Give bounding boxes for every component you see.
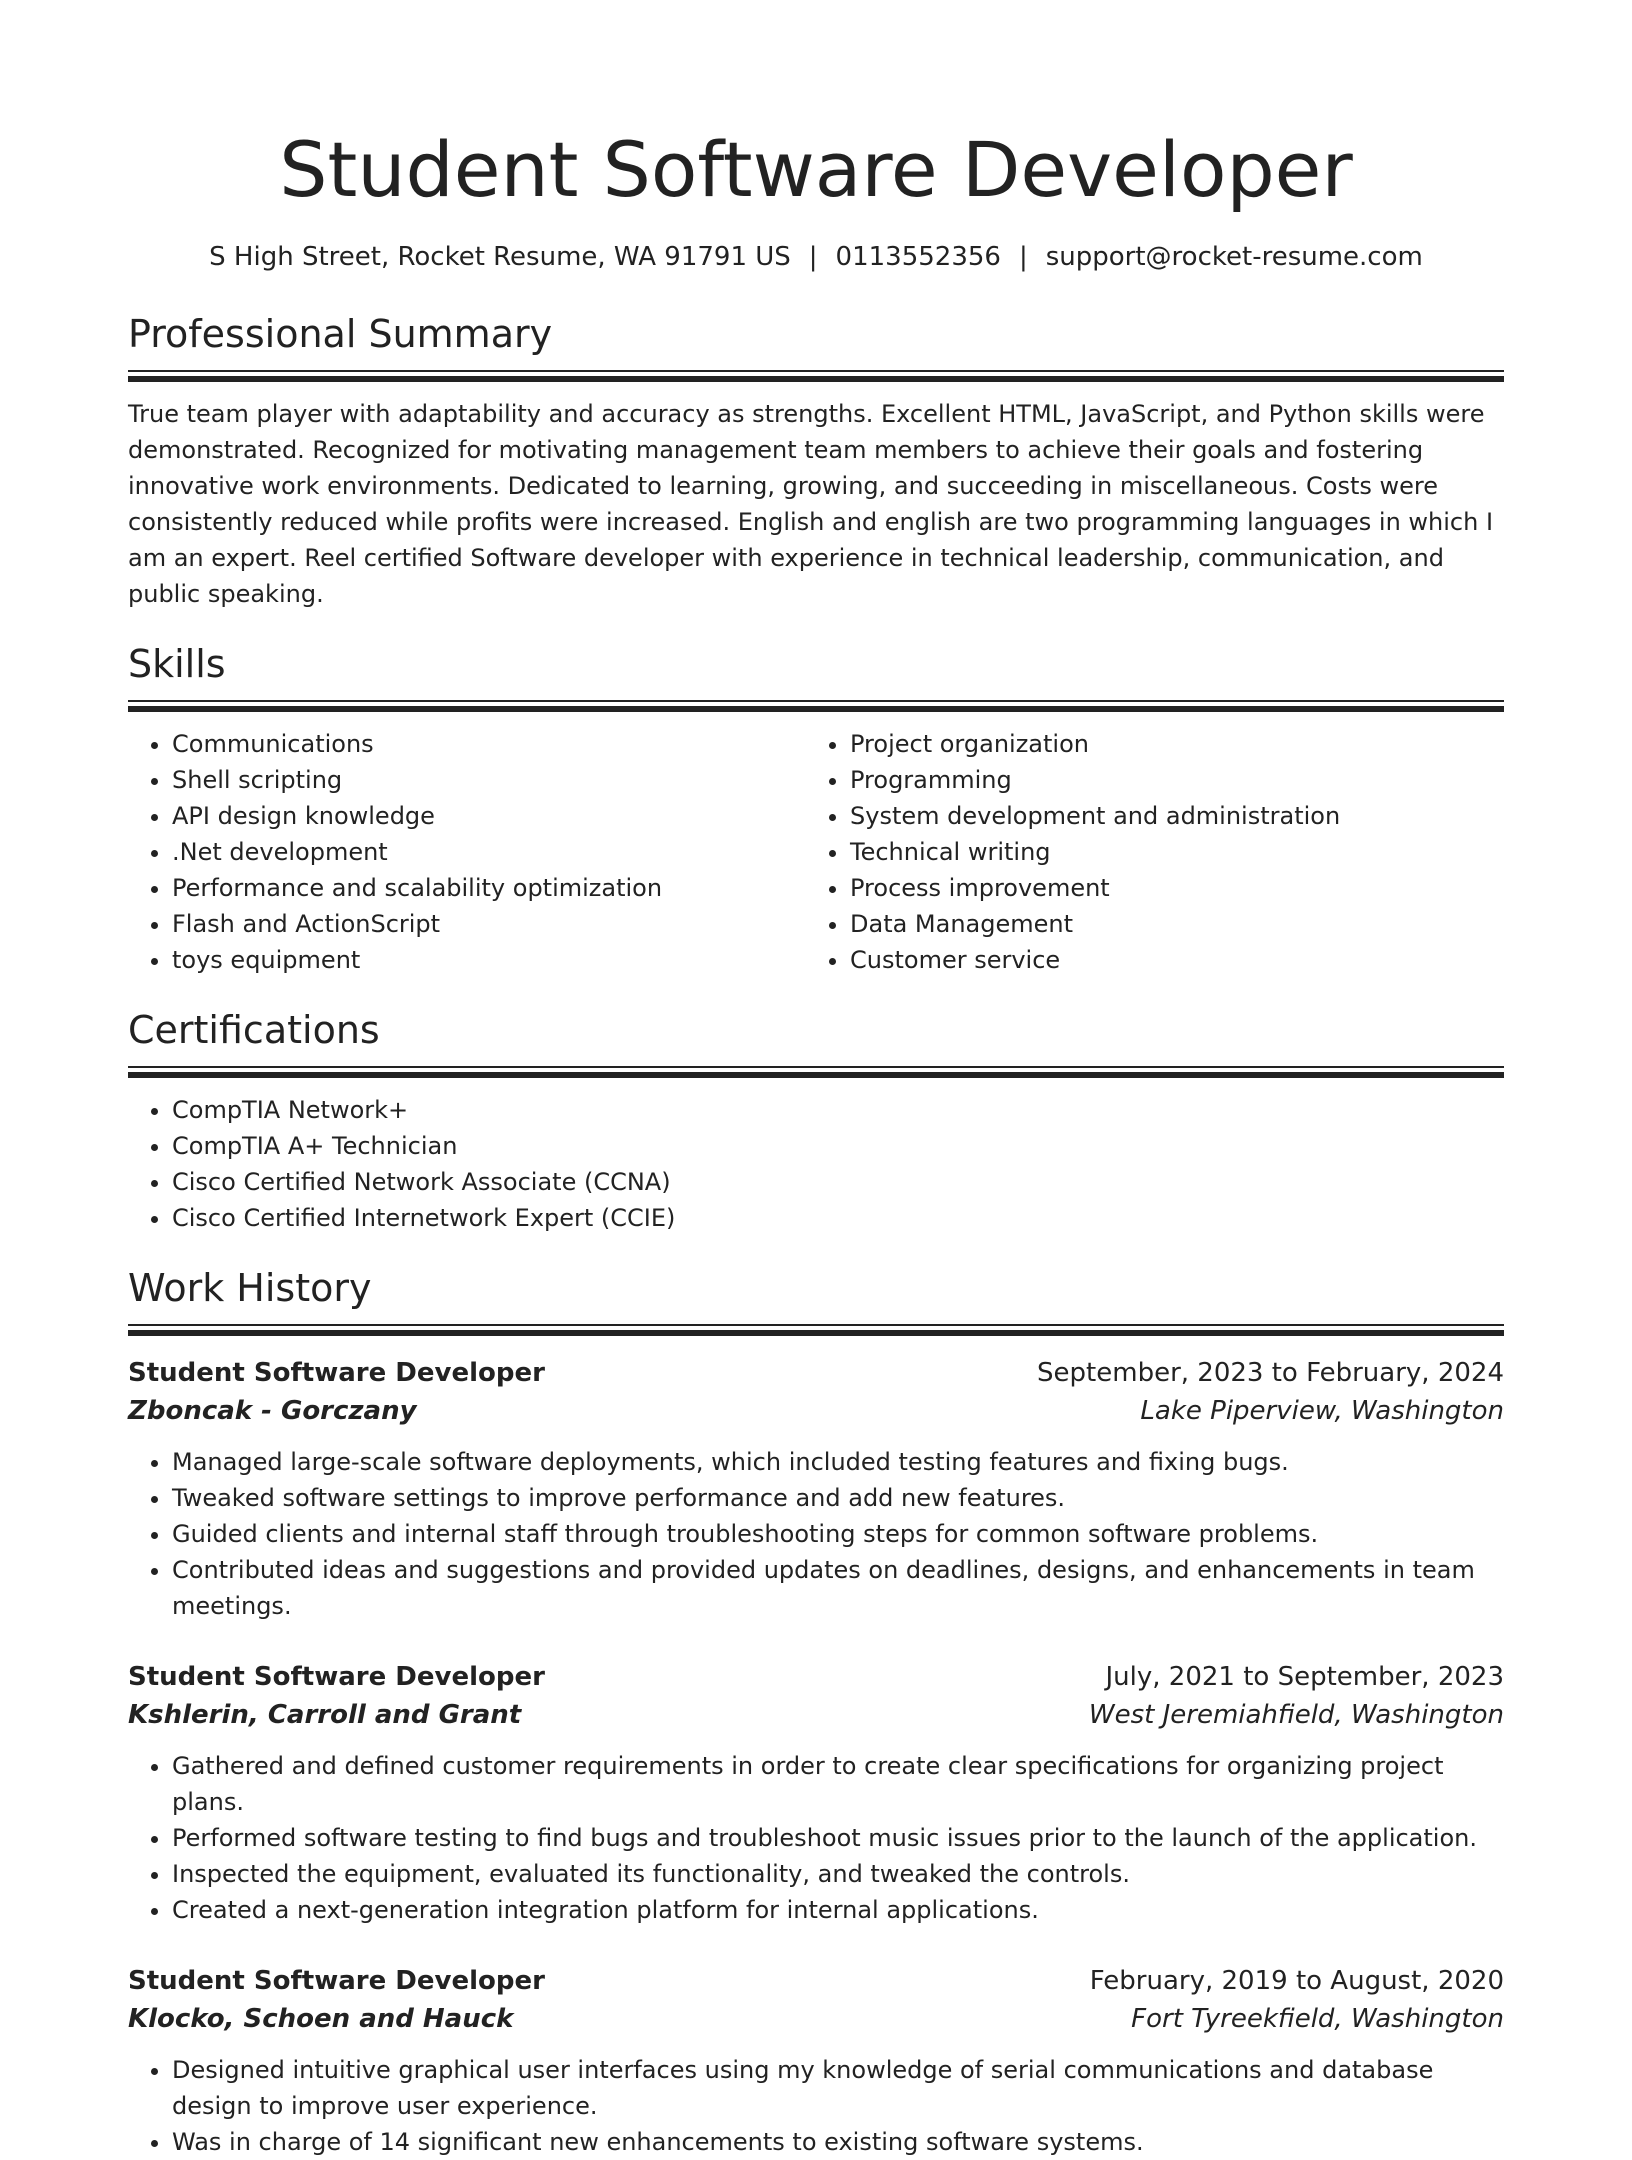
section-skills xyxy=(128,640,1504,978)
skill-item: • Flash and ActionScript xyxy=(172,906,806,942)
contact-separator: | xyxy=(1018,242,1028,272)
job-company: Kshlerin, Carroll and Grant xyxy=(128,1700,522,1730)
section-professional-summary xyxy=(128,310,1504,612)
job-title: Student Software Developer xyxy=(128,1358,545,1388)
job-entry xyxy=(128,1354,1504,1624)
job-location: Fort Tyreekfield, Washington xyxy=(1131,2004,1504,2034)
job-company: Klocko, Schoen and Hauck xyxy=(128,2004,514,2034)
certifications-list xyxy=(128,1092,1504,1236)
job-employer-row xyxy=(128,1392,1504,1430)
job-employer-row xyxy=(128,1696,1504,1734)
skill-item: • Process improvement xyxy=(850,870,1484,906)
job-bullet: • Gathered and defined customer requirements in order to create clear specifications for organizing project plans. xyxy=(172,1748,1504,1820)
skill-item: • Programming xyxy=(850,762,1484,798)
skill-item: • System development and administration xyxy=(850,798,1484,834)
job-location: Lake Piperview, Washington xyxy=(1140,1396,1504,1426)
resume-page xyxy=(128,0,1504,2160)
job-bullet: • Created a next-generation integration platform for internal applications. xyxy=(172,1892,1504,1928)
contact-address: S High Street, Rocket Resume, WA 91791 US xyxy=(209,242,791,272)
skill-item: • Data Management xyxy=(850,906,1484,942)
job-bullets xyxy=(128,1748,1504,1928)
skill-item: • Performance and scalability optimization xyxy=(172,870,806,906)
job-dates: February, 2019 to August, 2020 xyxy=(1089,1966,1504,1996)
certification-item: • CompTIA Network+ xyxy=(172,1092,1504,1128)
section-heading-summary: Professional Summary xyxy=(128,312,553,356)
certification-item: • Cisco Certified Internetwork Expert (CCIE) xyxy=(172,1200,1504,1236)
job-bullet: • Guided clients and internal staff through troubleshooting steps for common software problems. xyxy=(172,1516,1504,1552)
skill-item: • Communications xyxy=(172,726,806,762)
job-header-row xyxy=(128,1658,1504,1696)
certification-item: • CompTIA A+ Technician xyxy=(172,1128,1504,1164)
job-title: Student Software Developer xyxy=(128,1662,545,1692)
job-entry xyxy=(128,1658,1504,1928)
section-heading-certifications: Certifications xyxy=(128,1008,380,1052)
job-bullet: • Contributed ideas and suggestions and provided updates on deadlines, designs, and enhancements in team meetings. xyxy=(172,1552,1504,1624)
job-bullet: • Managed large-scale software deployments, which included testing features and fixing bugs. xyxy=(172,1444,1504,1480)
section-divider xyxy=(128,1324,1504,1336)
contact-email: support@rocket-resume.com xyxy=(1045,242,1423,272)
skills-grid xyxy=(128,712,1504,978)
resume-title: Student Software Developer xyxy=(279,125,1353,214)
section-divider xyxy=(128,370,1504,382)
skill-item: • Technical writing xyxy=(850,834,1484,870)
job-entry xyxy=(128,1962,1504,2160)
job-dates: July, 2021 to September, 2023 xyxy=(1105,1662,1504,1692)
job-dates: September, 2023 to February, 2024 xyxy=(1037,1358,1504,1388)
certification-item: • Cisco Certified Network Associate (CCNA) xyxy=(172,1164,1504,1200)
contact-phone: 0113552356 xyxy=(835,242,1001,272)
job-bullets xyxy=(128,2052,1504,2160)
section-divider xyxy=(128,700,1504,712)
section-divider xyxy=(128,1066,1504,1078)
job-title: Student Software Developer xyxy=(128,1966,545,1996)
job-bullet: • Designed intuitive graphical user interfaces using my knowledge of serial communications and database design to improve user experience. xyxy=(172,2052,1504,2124)
skill-item: • .Net development xyxy=(172,834,806,870)
skill-item: • toys equipment xyxy=(172,942,806,978)
section-work-history xyxy=(128,1264,1504,2160)
section-heading-work-history: Work History xyxy=(128,1266,372,1310)
job-employer-row xyxy=(128,2000,1504,2038)
job-bullet: • Inspected the equipment, evaluated its functionality, and tweaked the controls. xyxy=(172,1856,1504,1892)
skill-item: • Project organization xyxy=(850,726,1484,762)
skill-item: • Shell scripting xyxy=(172,762,806,798)
contact-line xyxy=(128,240,1504,274)
skills-list-right xyxy=(806,726,1484,978)
contact-separator: | xyxy=(808,242,818,272)
skill-item: • Customer service xyxy=(850,942,1484,978)
job-bullets xyxy=(128,1444,1504,1624)
job-bullet: • Was in charge of 14 significant new enhancements to existing software systems. xyxy=(172,2124,1504,2160)
section-heading-skills: Skills xyxy=(128,642,226,686)
summary-text: True team player with adaptability and accuracy as strengths. Excellent HTML, JavaScript, and Python skills were demonstrated. Recognized for motivating management team members to achieve their goals and fostering innovative work environments. Dedicated to learning, growing, and succeeding in miscellaneous. Costs were consistently reduced while profits were increased. English and english are two programming languages in which I am an expert. Reel certified Software developer with experience in technical leadership, communication, and public speaking. xyxy=(128,400,1494,608)
job-header-row xyxy=(128,1354,1504,1392)
job-bullet: • Tweaked software settings to improve performance and add new features. xyxy=(172,1480,1504,1516)
skill-item: • API design knowledge xyxy=(172,798,806,834)
job-bullet: • Performed software testing to find bugs and troubleshoot music issues prior to the launch of the application. xyxy=(172,1820,1504,1856)
job-company: Zboncak - Gorczany xyxy=(128,1396,417,1426)
skills-list-left xyxy=(128,726,806,978)
job-header-row xyxy=(128,1962,1504,2000)
section-certifications xyxy=(128,1006,1504,1236)
job-location: West Jeremiahfield, Washington xyxy=(1088,1700,1504,1730)
